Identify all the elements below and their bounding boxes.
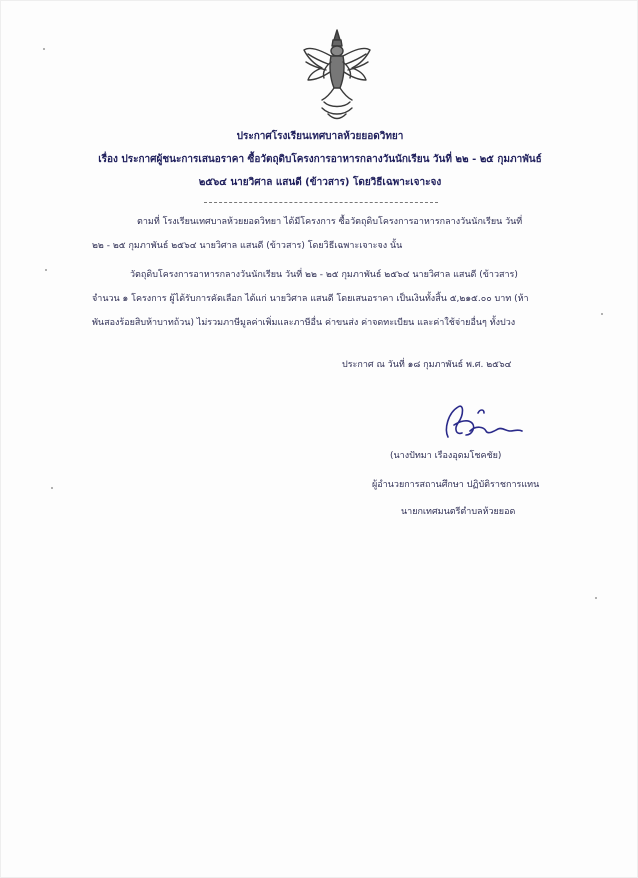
handwritten-signature-icon (434, 401, 530, 445)
paragraph-1-line-1: ตามที่ โรงเรียนเทศบาลห้วยยอดวิทยา ได้มีโครงการ ซื้อวัตถุดิบโครงการอาหารกลางวันนักเรียน วันที่ (137, 217, 523, 227)
scan-speck (51, 487, 53, 489)
paragraph-2-line-1: วัตถุดิบโครงการอาหารกลางวันนักเรียน วันที่ ๒๒ - ๒๕ กุมภาพันธ์ ๒๕๖๔ นายวิศาล แสนดี (ข้าวสาร) (130, 270, 518, 280)
paragraph-2-line-3: พันสองร้อยสิบห้าบาทถ้วน) ไม่รวมภาษีมูลค่าเพิ่มและภาษีอื่น ค่าขนส่ง ค่าจดทะเบียน และค่าใช้จ่ายอื่นๆ ทั้งปวง (92, 318, 516, 328)
dashed-divider (204, 202, 438, 203)
scan-speck (45, 269, 47, 271)
signatory-name: (นางปัทมา เรืองอุดมโชคชัย) (390, 451, 502, 461)
signatory-position-2: นายกเทศมนตรีตำบลห้วยยอด (401, 507, 516, 517)
garuda-emblem-icon (300, 28, 374, 122)
scan-speck (595, 597, 597, 599)
organization-heading: ประกาศโรงเรียนเทศบาลห้วยยอดวิทยา (236, 131, 404, 142)
paragraph-2-line-2: จำนวน ๑ โครงการ ผู้ได้รับการคัดเลือก ได้แก่ นายวิศาล แสนดี โดยเสนอราคา เป็นเงินทั้งสิ้น ๕,๒๑๕.๐๐ บาท (ห้า (92, 294, 529, 304)
signatory-position-1: ผู้อำนวยการสถานศึกษา ปฏิบัติราชการแทน (372, 480, 540, 490)
subject-line-1: เรื่อง ประกาศผู้ชนะการเสนอราคา ซื้อวัตถุดิบโครงการอาหารกลางวันนักเรียน วันที่ ๒๒ - ๒๕ กุมภาพันธ์ (98, 154, 542, 165)
paragraph-1-line-2: ๒๒ - ๒๕ กุมภาพันธ์ ๒๕๖๔ นายวิศาล แสนดี (ข้าวสาร) โดยวิธีเฉพาะเจาะจง นั้น (92, 241, 403, 251)
subject-line-2: ๒๕๖๔ นายวิศาล แสนดี (ข้าวสาร) โดยวิธีเฉพาะเจาะจง (198, 177, 442, 188)
scan-speck (43, 48, 45, 50)
announcement-date: ประกาศ ณ วันที่ ๑๘ กุมภาพันธ์ พ.ศ. ๒๕๖๔ (342, 360, 512, 370)
scan-speck (601, 313, 603, 315)
